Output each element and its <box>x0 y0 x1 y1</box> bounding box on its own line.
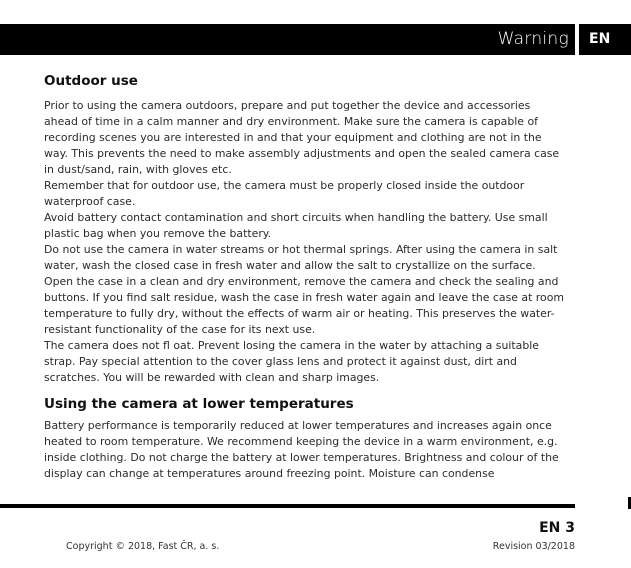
section-title-lower-temperatures: Using the camera at lower temperatures <box>44 396 354 412</box>
language-badge: EN <box>579 24 631 55</box>
page-number: EN 3 <box>539 520 575 536</box>
section-title-outdoor-use: Outdoor use <box>44 73 138 89</box>
paragraph: Do not use the camera in water streams or hot thermal springs. After using the camera in salt water, wash the closed case in fresh water and allow the salt to crystallize on the surface. Open the case in a clean and dry environment, remove the camera and check the sealing and buttons. If you find salt residue, wash the case in fresh water again and leave the case at room temperature to fully dry, without the effects of warm air or heating. This preserves the water-resistant functionality of the case for its next use. <box>44 243 564 336</box>
paragraph: Avoid battery contact contamination and short circuits when handling the battery. Use small plastic bag when you remove the battery. <box>44 211 548 240</box>
paragraph: The camera does not fl oat. Prevent losing the camera in the water by attaching a suitable strap. Pay special attention to the cover glass lens and protect it against dust, dirt and scratches. You will be rewarded with clean and sharp images. <box>44 339 539 384</box>
revision-text: Revision 03/2018 <box>492 541 575 552</box>
page-content <box>44 72 564 482</box>
paragraph: Remember that for outdoor use, the camera must be properly closed inside the outdoor waterproof case. <box>44 179 525 208</box>
copyright-text: Copyright © 2018, Fast ČR, a. s. <box>66 541 220 552</box>
header-title: Warning <box>497 29 569 49</box>
paragraph: Prior to using the camera outdoors, prepare and put together the device and accessories ahead of time in a calm manner and dry environment. Make sure the camera is capable of recording scenes you are interested in and that your equipment and clothing are not in the way. This prevents the need to make assembly adjustments and open the sealed camera case in dust/sand, rain, with gloves etc. <box>44 99 560 176</box>
footer-divider <box>0 504 575 508</box>
header-bar <box>0 24 575 55</box>
paragraph: Battery performance is temporarily reduced at lower temperatures and increases again once heated to room temperature. We recommend keeping the device in a warm environment, e.g. inside clothing. Do not charge the battery at lower temperatures. Brightness and colour of the display can change at temperatures around freezing point. Moisture can condense <box>44 419 559 480</box>
